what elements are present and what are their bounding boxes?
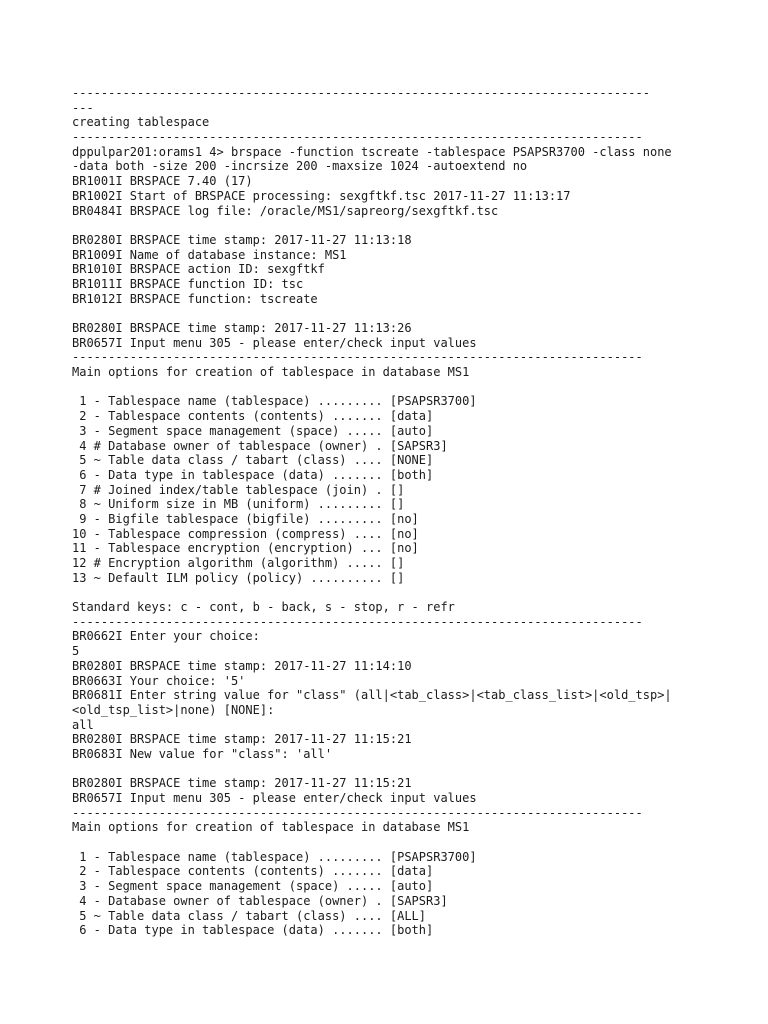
log-line: 3 - Segment space management (space) ..... [auto] (72, 423, 434, 438)
log-line: 1 - Tablespace name (tablespace) ......... [PSAPSR3700] (72, 394, 477, 409)
log-line: -------------------------------------------------------------------------------- (72, 86, 650, 100)
log-line (72, 218, 712, 233)
log-line: ------------------------------------------------------------------------------- (72, 350, 643, 365)
log-line: BR0280I BRSPACE time stamp: 2017-11-27 11:13:18 (72, 232, 412, 247)
log-line: BR0280I BRSPACE time stamp: 2017-11-27 11:14:10 (72, 658, 412, 673)
log-line: BR0484I BRSPACE log file: /oracle/MS1/sapreorg/sexgftkf.tsc (72, 203, 499, 218)
log-line: 11 - Tablespace encryption (encryption) ... [no] (72, 541, 419, 556)
log-line: BR1010I BRSPACE action ID: sexgftkf (72, 262, 325, 277)
log-line: 9 - Bigfile tablespace (bigfile) ......... [no] (72, 511, 419, 526)
log-line: BR1001I BRSPACE 7.40 (17) (72, 174, 253, 189)
log-line: BR0657I Input menu 305 - please enter/check input values (72, 791, 477, 805)
log-line (72, 762, 712, 777)
log-line: BR0657I Input menu 305 - please enter/check input values (72, 335, 477, 350)
log-line: BR0663I Your choice: '5' (72, 673, 246, 688)
log-line: -data both -size 200 -incrsize 200 -maxsize 1024 -autoextend no (72, 159, 528, 174)
log-line: creating tablespace (72, 115, 210, 130)
log-line (72, 835, 712, 850)
log-line: BR0280I BRSPACE time stamp: 2017-11-27 11:15:21 (72, 732, 412, 747)
log-line: ------------------------------------------------------------------------------- (72, 614, 643, 629)
log-line: 6 - Data type in tablespace (data) ....... [both] (72, 467, 434, 482)
log-line: --- (72, 100, 94, 115)
log-line: Main options for creation of tablespace in database MS1 (72, 820, 470, 835)
log-line: ------------------------------------------------------------------------------- (72, 130, 643, 145)
log-line: 5 ~ Table data class / tabart (class) .... [NONE] (72, 453, 434, 468)
log-line: BR1011I BRSPACE function ID: tsc (72, 276, 304, 291)
log-line (72, 380, 712, 395)
log-line: 3 - Segment space management (space) ..... [auto] (72, 879, 434, 894)
log-line: 4 - Database owner of tablespace (owner) . [SAPSR3] (72, 893, 448, 908)
log-line: BR1002I Start of BRSPACE processing: sexgftkf.tsc 2017-11-27 11:13:17 (72, 188, 571, 203)
log-line: 4 # Database owner of tablespace (owner) . [SAPSR3] (72, 438, 448, 453)
log-line: 2 - Tablespace contents (contents) ....... [data] (72, 864, 434, 879)
log-line: all (72, 717, 94, 732)
log-line: BR0681I Enter string value for "class" (all|<tab_class>|<tab_class_list>|<old_tsp>| (72, 688, 672, 703)
log-line (72, 306, 712, 321)
terminal-log (72, 86, 712, 938)
log-line: 8 ~ Uniform size in MB (uniform) ......... [] (72, 497, 405, 512)
log-line: 5 ~ Table data class / tabart (class) .... [ALL] (72, 908, 427, 923)
log-line: 5 (72, 644, 80, 659)
log-line: <old_tsp_list>|none) [NONE]: (72, 702, 275, 717)
log-line: BR0662I Enter your choice: (72, 629, 260, 644)
log-line: 13 ~ Default ILM policy (policy) .......... [] (72, 570, 405, 585)
log-line: 7 # Joined index/table tablespace (join) . [] (72, 482, 405, 497)
log-line (72, 585, 712, 600)
log-line: 2 - Tablespace contents (contents) ....... [data] (72, 409, 434, 424)
log-line: dppulpar201:orams1 4> brspace -function tscreate -tablespace PSAPSR3700 -class none (72, 144, 672, 159)
log-line: 6 - Data type in tablespace (data) ....... [both] (72, 923, 434, 938)
log-line: BR0280I BRSPACE time stamp: 2017-11-27 11:15:21 (72, 776, 412, 791)
log-line: BR1012I BRSPACE function: tscreate (72, 291, 318, 306)
log-line: BR1009I Name of database instance: MS1 (72, 247, 347, 262)
log-line: 1 - Tablespace name (tablespace) ......... [PSAPSR3700] (72, 849, 477, 864)
log-line: Standard keys: c - cont, b - back, s - stop, r - refr (72, 600, 455, 615)
log-line: ------------------------------------------------------------------------------- (72, 805, 643, 820)
log-line: BR0280I BRSPACE time stamp: 2017-11-27 11:13:26 (72, 321, 412, 335)
log-line: BR0683I New value for "class": 'all' (72, 746, 333, 761)
log-line: 12 # Encryption algorithm (algorithm) ..... [] (72, 556, 405, 570)
log-line: Main options for creation of tablespace in database MS1 (72, 365, 470, 380)
log-line: 10 - Tablespace compression (compress) .... [no] (72, 526, 419, 541)
